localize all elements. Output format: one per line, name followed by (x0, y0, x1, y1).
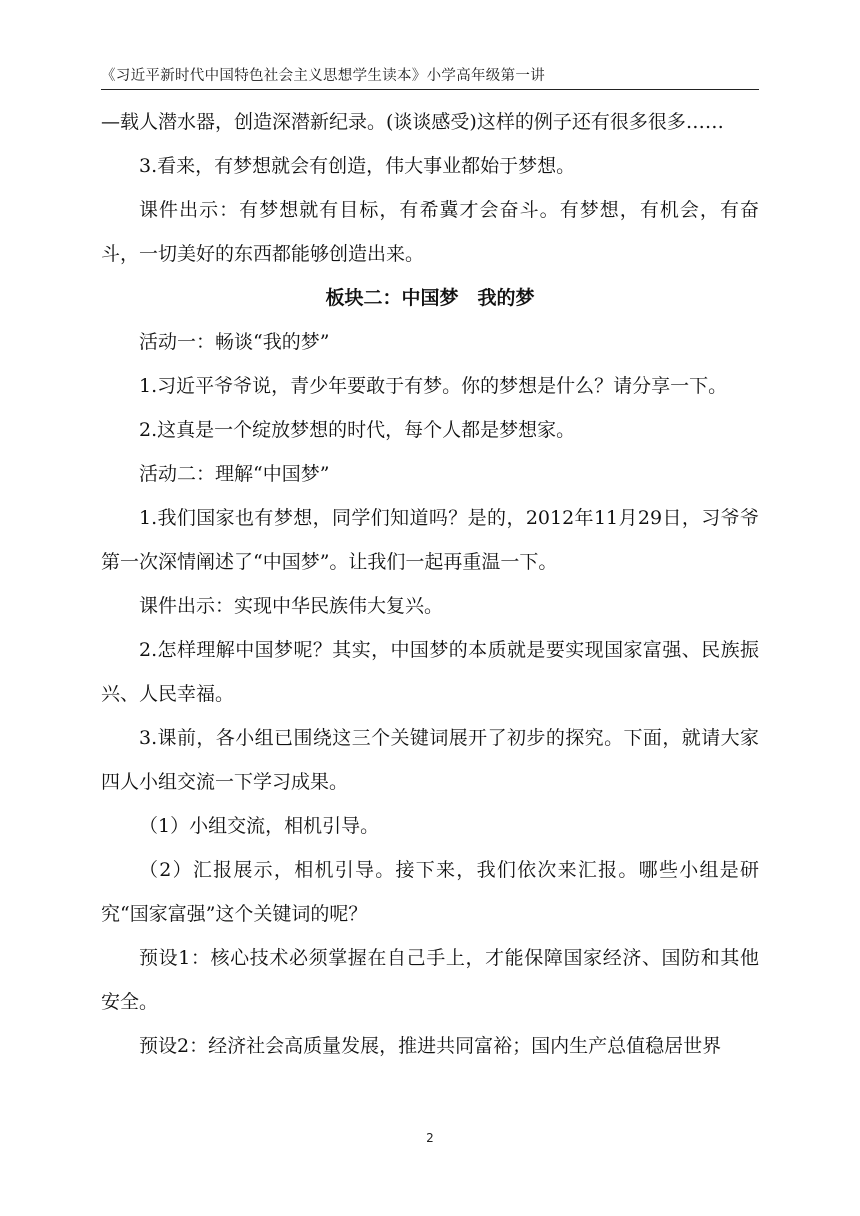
document-body (101, 100, 759, 1068)
paragraph-continuation: —载人潜水器，创造深潜新纪录。(谈谈感受)这样的例子还有很多很多…… (101, 111, 724, 133)
activity-heading: 活动二：理解“中国梦” (139, 463, 330, 485)
paragraph: 2.怎样理解中国梦呢？其实，中国梦的本质就是要实现国家富强、民族振兴、人民幸福。 (101, 639, 759, 705)
paragraph: 2.这真是一个绽放梦想的时代，每个人都是梦想家。 (139, 419, 576, 441)
paragraph: 3.课前，各小组已围绕这三个关键词展开了初步的探究。下面，就请大家四人小组交流一下学习成果。 (101, 727, 759, 793)
running-header: 《习近平新时代中国特色社会主义思想学生读本》小学高年级第一讲 (101, 68, 545, 84)
paragraph: （1）小组交流，相机引导。 (139, 815, 380, 837)
paragraph: 课件出示：有梦想就有目标，有希冀才会奋斗。有梦想，有机会，有奋斗，一切美好的东西都能够创造出来。 (101, 199, 759, 265)
paragraph: 3.看来，有梦想就会有创造，伟大事业都始于梦想。 (139, 155, 576, 177)
activity-heading: 活动一：畅谈“我的梦” (139, 331, 330, 353)
paragraph: 1.我们国家也有梦想，同学们知道吗？是的，2012年11月29日，习爷爷第一次深情阐述了“中国梦”。让我们一起再重温一下。 (101, 507, 759, 573)
paragraph: 预设2：经济社会高质量发展，推进共同富裕；国内生产总值稳居世界 (139, 1035, 722, 1057)
section-heading: 板块二：中国梦 我的梦 (325, 287, 535, 309)
paragraph: （2）汇报展示，相机引导。接下来，我们依次来汇报。哪些小组是研究“国家富强”这个关键词的呢？ (101, 859, 759, 925)
page-number: 2 (426, 1131, 434, 1145)
header-rule (101, 89, 759, 90)
paragraph: 课件出示：实现中华民族伟大复兴。 (139, 595, 444, 617)
paragraph: 1.习近平爷爷说，青少年要敢于有梦。你的梦想是什么？请分享一下。 (139, 375, 728, 397)
paragraph: 预设1：核心技术必须掌握在自己手上，才能保障国家经济、国防和其他安全。 (101, 947, 759, 1013)
